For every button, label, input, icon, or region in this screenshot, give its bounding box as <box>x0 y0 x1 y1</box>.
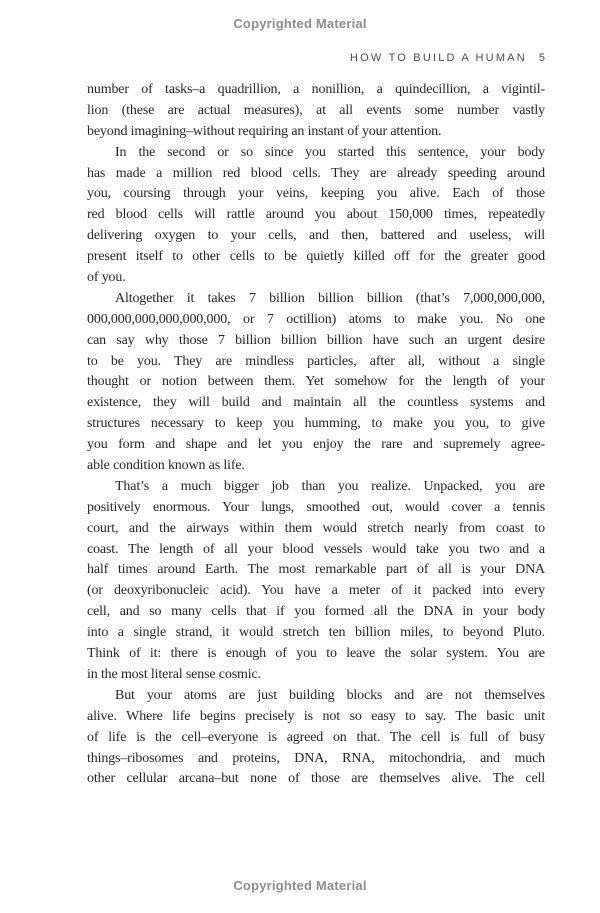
text-line: positively enormous. Your lungs, smoothed out, would cover a tennis <box>87 499 545 515</box>
text-line: lion (these are actual measures), at all events some number vastly <box>87 102 545 118</box>
text-line: you form and shape and let you enjoy the rare and supremely agree- <box>87 437 545 453</box>
text-line: In the second or so since you started this sentence, your body <box>115 144 545 160</box>
text-line: has made a million red blood cells. They are already speeding around <box>87 165 545 181</box>
text-line: thought or notion between them. Yet somehow for the length of your <box>87 374 545 390</box>
text-line: to be you. They are mindless particles, after all, without a single <box>87 353 545 369</box>
text-line: structures necessary to keep you humming, to make you you, to give <box>87 416 545 432</box>
text-line: in the most literal sense cosmic. <box>87 666 261 682</box>
text-line: into a single strand, it would stretch ten billion miles, to beyond Pluto. <box>87 625 545 641</box>
text-line: delivering oxygen to your cells, and then, battered and useless, will <box>87 228 545 244</box>
text-line: That’s a much bigger job than you realize. Unpacked, you are <box>115 478 545 494</box>
text-line: 000,000,000,000,000,000, or 7 octillion) atoms to make you. No one <box>87 311 545 327</box>
text-line: half times around Earth. The most remarkable part of all is your DNA <box>87 562 545 578</box>
text-line: court, and the airways within them would stretch nearly from coast to <box>87 520 545 536</box>
text-line: (or deoxyribonucleic acid). You have a meter of it packed into every <box>87 583 545 599</box>
text-line: alive. Where life begins precisely is not so easy to say. The basic unit <box>87 708 545 724</box>
text-line: things–ribosomes and proteins, DNA, RNA, mitochondria, and much <box>87 750 545 766</box>
text-line: coast. The length of all your blood vessels would take you two and a <box>87 541 545 557</box>
text-line: But your atoms are just building blocks and are not themselves <box>115 687 545 703</box>
text-line: Altogether it takes 7 billion billion billion (that’s 7,000,000,000, <box>115 290 545 306</box>
text-line: existence, they will build and maintain all the countless systems and <box>87 395 545 411</box>
text-line: of life is the cell–everyone is agreed on that. The cell is full of busy <box>87 729 545 745</box>
text-line: able condition known as life. <box>87 458 245 474</box>
text-line: can say why those 7 billion billion billion have such an urgent desire <box>87 332 545 348</box>
text-line: beyond imagining–without requiring an instant of your attention. <box>87 123 442 139</box>
text-line: Think of it: there is enough of you to leave the solar system. You are <box>87 646 545 662</box>
running-header <box>87 52 545 64</box>
copyright-notice-bottom: Copyrighted Material <box>233 878 367 893</box>
text-line: red blood cells will rattle around you about 150,000 times, repeatedly <box>87 207 545 223</box>
text-line: cell, and so many cells that if you formed all the DNA in your body <box>87 604 545 620</box>
text-line: other cellular arcana–but none of those are themselves alive. The cell <box>87 771 545 787</box>
text-line: of you. <box>87 270 126 286</box>
chapter-title: HOW TO BUILD A HUMAN <box>350 52 527 64</box>
text-line: number of tasks–a quadrillion, a nonillion, a quindecillion, a vigintil- <box>87 82 545 97</box>
text-line: present itself to other cells to be quietly killed off for the greater good <box>87 249 545 265</box>
body-text <box>87 80 545 790</box>
text-line: you, coursing through your veins, keeping you alive. Each of those <box>87 186 545 202</box>
copyright-notice-top: Copyrighted Material <box>233 16 367 31</box>
page-number: 5 <box>538 52 545 64</box>
